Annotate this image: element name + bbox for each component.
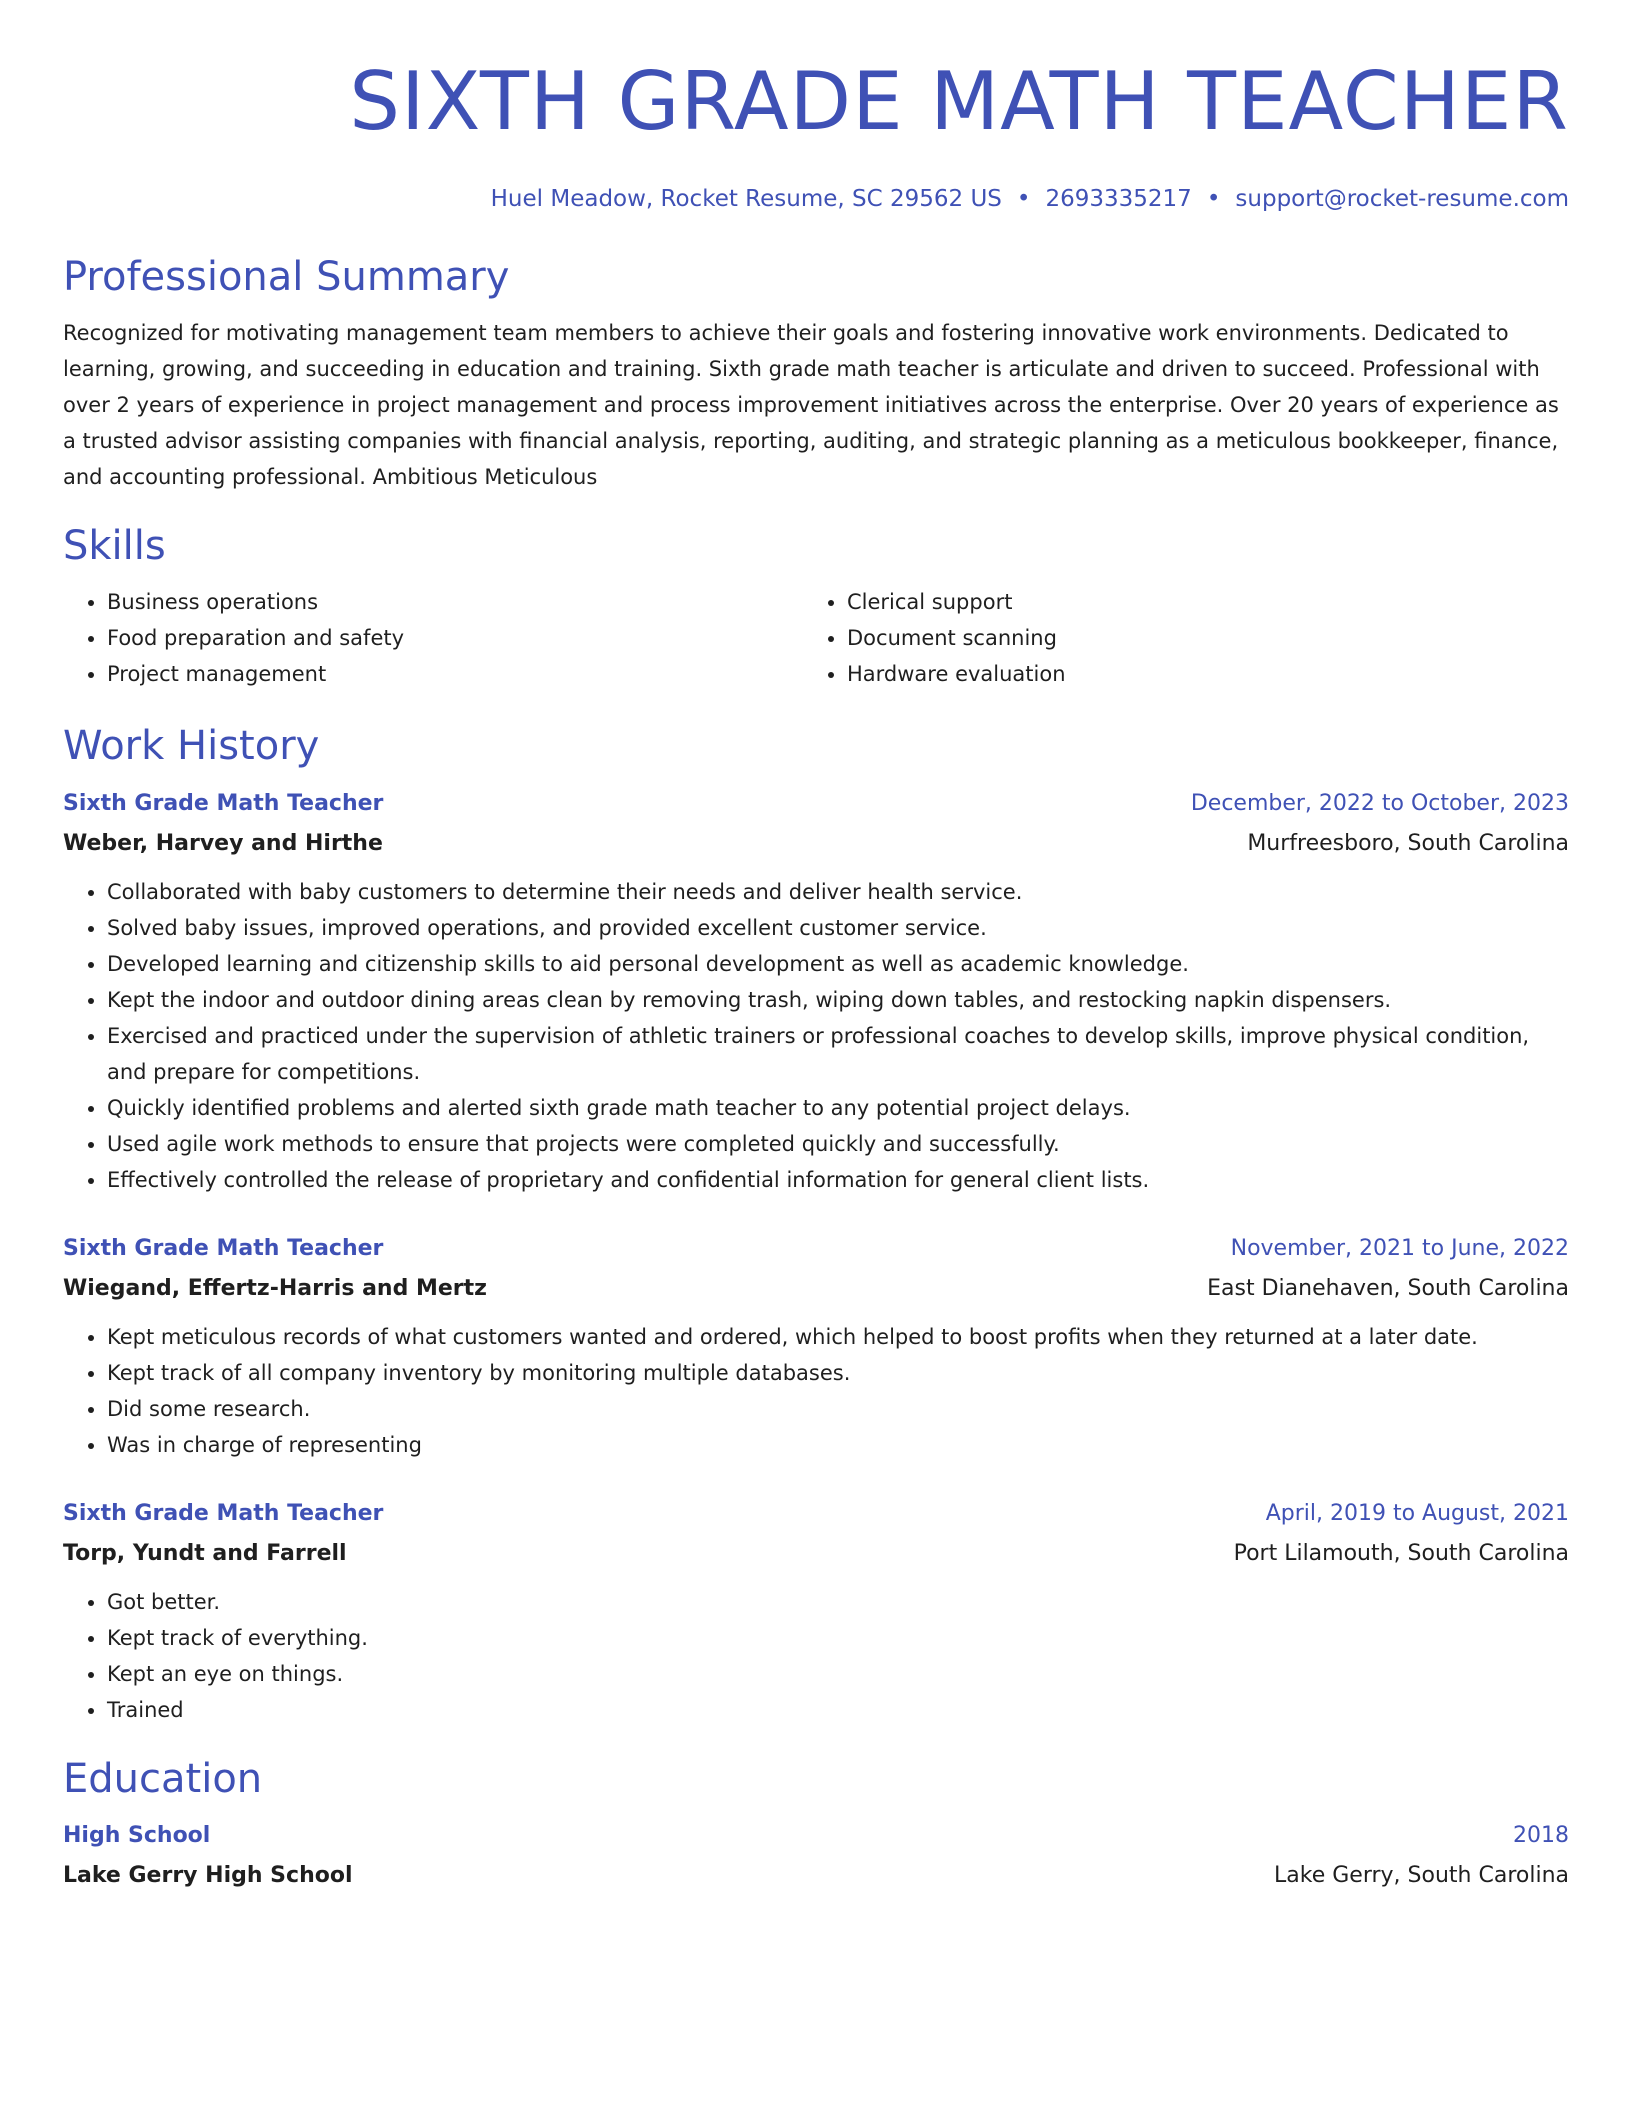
job-bullet: • Trained xyxy=(107,1692,1569,1728)
job-dates: April, 2019 to August, 2021 xyxy=(1265,1501,1569,1526)
summary-text: Recognized for motivating management team members to achieve their goals and fostering innovative work environments. Dedicated to learning, growing, and succeeding in education and training. Sixth grade math teacher is articulate and driven to succeed. Professional with over 2 years of experience in project management and process improvement initiatives across the enterprise. Over 20 years of experience as a trusted advisor assisting companies with financial analysis, reporting, auditing, and strategic planning as a meticulous bookkeeper, finance, and accounting professional. Ambitious Meticulous xyxy=(63,321,1559,489)
skills-heading: Skills xyxy=(63,523,166,569)
resume-header xyxy=(63,52,1569,214)
skill-item: • Document scanning xyxy=(847,620,1543,656)
job-role: Sixth Grade Math Teacher xyxy=(63,791,384,816)
contact-address: Huel Meadow, Rocket Resume, SC 29562 US xyxy=(490,186,1002,212)
skill-item: • Business operations xyxy=(107,584,803,620)
contact-separator: • xyxy=(1016,186,1031,212)
job-location: Murfreesboro, South Carolina xyxy=(1247,831,1569,856)
education-entry xyxy=(63,1816,1569,1896)
contact-email: support@rocket-resume.com xyxy=(1235,186,1569,212)
job-location: Port Lilamouth, South Carolina xyxy=(1233,1541,1569,1566)
candidate-name: SIXTH GRADE MATH TEACHER xyxy=(349,55,1569,148)
job-bullet: • Kept track of all company inventory by monitoring multiple databases. xyxy=(107,1355,1569,1391)
job-company: Wiegand, Effertz-Harris and Mertz xyxy=(63,1276,487,1301)
job-entry xyxy=(63,1229,1569,1463)
job-bullet: • Collaborated with baby customers to determine their needs and deliver health service. xyxy=(107,874,1569,910)
job-company-row xyxy=(63,824,1569,864)
skills-column-right xyxy=(803,584,1543,692)
job-bullet: • Kept meticulous records of what customers wanted and ordered, which helped to boost profits when they returned at a later date. xyxy=(107,1319,1569,1355)
job-bullet: • Did some research. xyxy=(107,1391,1569,1427)
job-company-row xyxy=(63,1534,1569,1574)
job-entry xyxy=(63,784,1569,1198)
job-entry xyxy=(63,1494,1569,1728)
education-degree-row xyxy=(63,1816,1569,1856)
education-location: Lake Gerry, South Carolina xyxy=(1274,1863,1569,1888)
job-location: East Dianehaven, South Carolina xyxy=(1207,1276,1569,1301)
job-role: Sixth Grade Math Teacher xyxy=(63,1236,384,1261)
job-role-row xyxy=(63,784,1569,824)
education-school: Lake Gerry High School xyxy=(63,1863,353,1888)
job-role: Sixth Grade Math Teacher xyxy=(63,1501,384,1526)
job-bullet: • Developed learning and citizenship skills to aid personal development as well as academic knowledge. xyxy=(107,946,1569,982)
job-dates: December, 2022 to October, 2023 xyxy=(1190,791,1569,816)
job-dates: November, 2021 to June, 2022 xyxy=(1230,1236,1569,1261)
job-bullets xyxy=(63,1584,1569,1728)
job-bullets xyxy=(63,1319,1569,1463)
summary-heading: Professional Summary xyxy=(63,254,510,300)
job-bullet: • Got better. xyxy=(107,1584,1569,1620)
skills-column-left xyxy=(63,584,803,692)
job-company-row xyxy=(63,1269,1569,1309)
education-degree: High School xyxy=(63,1823,211,1848)
contact-line xyxy=(63,184,1569,214)
skills-list xyxy=(63,584,1569,692)
skill-item: • Food preparation and safety xyxy=(107,620,803,656)
job-role-row xyxy=(63,1494,1569,1534)
skill-item: • Hardware evaluation xyxy=(847,656,1543,692)
skill-item: • Project management xyxy=(107,656,803,692)
job-bullet: • Kept track of everything. xyxy=(107,1620,1569,1656)
job-role-row xyxy=(63,1229,1569,1269)
job-bullet: • Effectively controlled the release of proprietary and confidential information for general client lists. xyxy=(107,1162,1569,1198)
job-bullet: • Kept the indoor and outdoor dining areas clean by removing trash, wiping down tables, and restocking napkin dispensers. xyxy=(107,982,1569,1018)
job-bullet: • Was in charge of representing xyxy=(107,1427,1569,1463)
job-bullet: • Solved baby issues, improved operations, and provided excellent customer service. xyxy=(107,910,1569,946)
job-bullet: • Exercised and practiced under the supervision of athletic trainers or professional coaches to develop skills, improve physical condition, and prepare for competitions. xyxy=(107,1018,1569,1090)
job-company: Torp, Yundt and Farrell xyxy=(63,1541,347,1566)
work-history-heading: Work History xyxy=(63,723,320,769)
education-school-row xyxy=(63,1856,1569,1896)
job-bullet: • Quickly identified problems and alerted sixth grade math teacher to any potential project delays. xyxy=(107,1090,1569,1126)
contact-phone: 2693335217 xyxy=(1045,186,1192,212)
education-year: 2018 xyxy=(1513,1823,1569,1848)
contact-separator: • xyxy=(1206,186,1221,212)
job-company: Weber, Harvey and Hirthe xyxy=(63,831,383,856)
job-bullet: • Kept an eye on things. xyxy=(107,1656,1569,1692)
job-bullet: • Used agile work methods to ensure that projects were completed quickly and successfully. xyxy=(107,1126,1569,1162)
skill-item: • Clerical support xyxy=(847,584,1543,620)
education-heading: Education xyxy=(63,1756,263,1802)
job-bullets xyxy=(63,874,1569,1198)
